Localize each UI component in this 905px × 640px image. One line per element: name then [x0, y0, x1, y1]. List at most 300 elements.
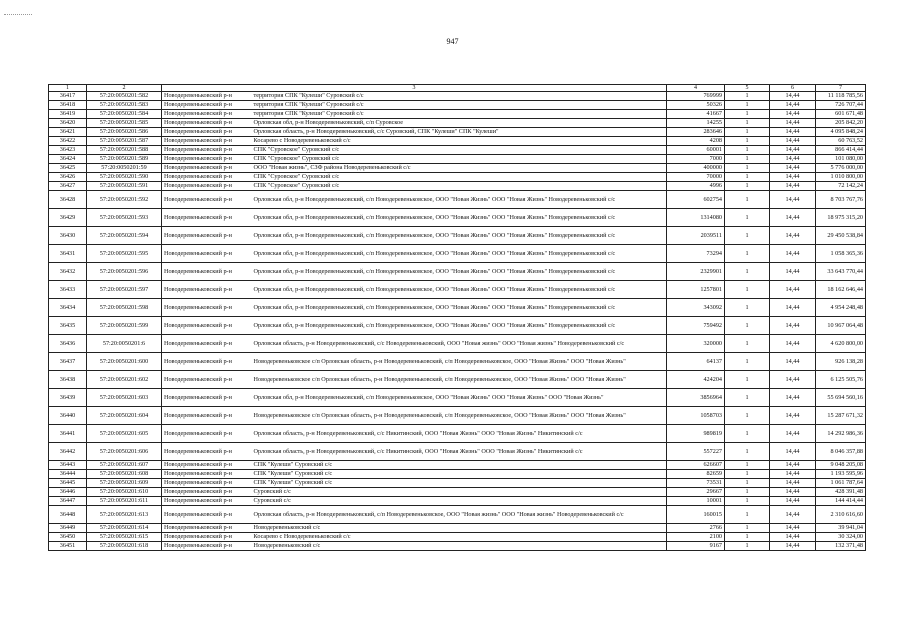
value-cell: 6 125 505,76: [816, 371, 866, 389]
table-row: [49, 92, 866, 101]
coefficient-cell: 1: [725, 533, 770, 542]
value-cell: 9 048 205,08: [816, 461, 866, 470]
value-cell: 10 967 064,48: [816, 317, 866, 335]
table-row: [49, 335, 866, 353]
location-cell: [162, 146, 667, 155]
table-row: [49, 227, 866, 245]
coefficient-cell: 1: [725, 470, 770, 479]
value-cell: 8 046 357,88: [816, 443, 866, 461]
cadastral-number-cell: 57:20:0050201:59: [87, 164, 162, 173]
district-text: Новодеревеньковский р-н: [164, 533, 232, 541]
district-text: Новодеревеньковский р-н: [164, 510, 232, 518]
cadastral-number-cell: 57:20:0050201:588: [87, 146, 162, 155]
area-cell: 626607: [667, 461, 725, 470]
table-body: [49, 92, 866, 551]
row-number-cell: 36418: [49, 101, 87, 110]
coefficient-cell: 1: [725, 299, 770, 317]
area-cell: 400000: [667, 164, 725, 173]
address-text: Орловская область, р-н Новодеревеньковский, с/с Никитинский, ООО "Новая Жизнь" ООО "Новая Жизнь" Никитинский с/с: [253, 429, 583, 437]
address-text: Орловская обл, р-н Новодеревеньковский, с/п Новодеревеньковское, ООО "Новая Жизнь" ООО "Новая Жизнь" Новодеревеньковский с/с: [253, 195, 616, 203]
location-cell: [162, 506, 667, 524]
table-row: [49, 281, 866, 299]
table-row: [49, 245, 866, 263]
cadastral-number-cell: 57:20:0050201:602: [87, 371, 162, 389]
cadastral-number-cell: 57:20:0050201:606: [87, 443, 162, 461]
cadastral-number-cell: 57:20:0050201:608: [87, 470, 162, 479]
table-row: [49, 524, 866, 533]
rate-cell: 14,44: [770, 443, 816, 461]
row-number-cell: 36425: [49, 164, 87, 173]
coefficient-cell: 1: [725, 191, 770, 209]
location-cell: [162, 425, 667, 443]
table-row: [49, 182, 866, 191]
row-number-cell: 36450: [49, 533, 87, 542]
area-cell: 2100: [667, 533, 725, 542]
district-text: Новодеревеньковский р-н: [164, 357, 232, 365]
rate-cell: 14,44: [770, 101, 816, 110]
location-cell: [162, 371, 667, 389]
district-text: Новодеревеньковский р-н: [164, 321, 232, 329]
coefficient-cell: 1: [725, 542, 770, 551]
row-number-cell: 36420: [49, 119, 87, 128]
coefficient-cell: 1: [725, 506, 770, 524]
cadastral-number-cell: 57:20:0050201:586: [87, 128, 162, 137]
location-cell: [162, 155, 667, 164]
row-number-cell: 36440: [49, 407, 87, 425]
table-row: [49, 533, 866, 542]
coefficient-cell: 1: [725, 137, 770, 146]
value-cell: 8 703 767,76: [816, 191, 866, 209]
table-row: [49, 119, 866, 128]
area-cell: 70000: [667, 173, 725, 182]
district-text: Новодеревеньковский р-н: [164, 303, 232, 311]
cadastral-number-cell: 57:20:0050201:614: [87, 524, 162, 533]
value-cell: 926 138,28: [816, 353, 866, 371]
location-cell: [162, 389, 667, 407]
rate-cell: 14,44: [770, 173, 816, 182]
header-cell-4: 4: [667, 85, 725, 92]
table-row: [49, 506, 866, 524]
value-cell: 1 010 800,00: [816, 173, 866, 182]
area-cell: 14255: [667, 119, 725, 128]
value-cell: 30 324,00: [816, 533, 866, 542]
row-number-cell: 36439: [49, 389, 87, 407]
table-row: [49, 470, 866, 479]
rate-cell: 14,44: [770, 533, 816, 542]
area-cell: 50326: [667, 101, 725, 110]
row-number-cell: 36444: [49, 470, 87, 479]
location-cell: [162, 110, 667, 119]
cadastral-number-cell: 57:20:0050201:587: [87, 137, 162, 146]
location-cell: [162, 533, 667, 542]
district-text: Новодеревеньковский р-н: [164, 137, 232, 145]
coefficient-cell: 1: [725, 155, 770, 164]
row-number-cell: 36443: [49, 461, 87, 470]
location-cell: [162, 137, 667, 146]
area-cell: 160015: [667, 506, 725, 524]
cadastral-number-cell: 57:20:0050201:610: [87, 488, 162, 497]
rate-cell: 14,44: [770, 110, 816, 119]
area-cell: 4208: [667, 137, 725, 146]
address-text: СПК "Суровское" Суровский с/с: [253, 182, 340, 190]
location-cell: [162, 281, 667, 299]
table-row: [49, 137, 866, 146]
district-text: Новодеревеньковский р-н: [164, 92, 232, 100]
area-cell: 9167: [667, 542, 725, 551]
cadastral-number-cell: 57:20:0050201:583: [87, 101, 162, 110]
district-text: Новодеревеньковский р-н: [164, 461, 232, 469]
row-number-cell: 36424: [49, 155, 87, 164]
area-cell: 769999: [667, 92, 725, 101]
value-cell: 33 643 770,44: [816, 263, 866, 281]
cadastral-number-cell: 57:20:0050201:607: [87, 461, 162, 470]
row-number-cell: 36430: [49, 227, 87, 245]
value-cell: 5 776 000,00: [816, 164, 866, 173]
coefficient-cell: 1: [725, 479, 770, 488]
table-row: [49, 497, 866, 506]
cadastral-number-cell: 57:20:0050201:605: [87, 425, 162, 443]
table-row: [49, 128, 866, 137]
value-cell: 1 193 595,96: [816, 470, 866, 479]
district-text: Новодеревеньковский р-н: [164, 249, 232, 257]
value-cell: 101 080,00: [816, 155, 866, 164]
coefficient-cell: 1: [725, 119, 770, 128]
row-number-cell: 36422: [49, 137, 87, 146]
row-number-cell: 36428: [49, 191, 87, 209]
cadastral-number-cell: 57:20:0050201:593: [87, 209, 162, 227]
cadastral-number-cell: 57:20:0050201:613: [87, 506, 162, 524]
rate-cell: 14,44: [770, 407, 816, 425]
address-text: СПК "Суровское" Суровский с/с: [253, 146, 340, 154]
cadastral-number-cell: 57:20:0050201:585: [87, 119, 162, 128]
cadastral-number-cell: 57:20:0050201:590: [87, 173, 162, 182]
coefficient-cell: 1: [725, 461, 770, 470]
rate-cell: 14,44: [770, 119, 816, 128]
address-text: Новодеревеньковское с/п Орловская область, р-н Новодеревеньковский, с/п Новодеревеньковское, ООО "Новая Жизнь" ООО "Новая Жизнь": [253, 357, 626, 365]
rate-cell: 14,44: [770, 335, 816, 353]
area-cell: 1058703: [667, 407, 725, 425]
rate-cell: 14,44: [770, 227, 816, 245]
table-row: [49, 209, 866, 227]
location-cell: [162, 128, 667, 137]
area-cell: 424204: [667, 371, 725, 389]
location-cell: [162, 182, 667, 191]
location-cell: [162, 488, 667, 497]
value-cell: 29 450 538,84: [816, 227, 866, 245]
area-cell: 41667: [667, 110, 725, 119]
area-cell: 10001: [667, 497, 725, 506]
district-text: Новодеревеньковский р-н: [164, 447, 232, 455]
rate-cell: 14,44: [770, 263, 816, 281]
area-cell: 2039511: [667, 227, 725, 245]
value-cell: 18 975 315,20: [816, 209, 866, 227]
coefficient-cell: 1: [725, 128, 770, 137]
value-cell: 72 142,24: [816, 182, 866, 191]
address-text: Косарево с Новодеревеньковский с/с: [253, 137, 351, 145]
coefficient-cell: 1: [725, 173, 770, 182]
header-cell-6: 6: [770, 85, 816, 92]
coefficient-cell: 1: [725, 443, 770, 461]
district-text: Новодеревеньковский р-н: [164, 173, 232, 181]
location-cell: [162, 461, 667, 470]
value-cell: 11 118 785,56: [816, 92, 866, 101]
area-cell: 82659: [667, 470, 725, 479]
area-cell: 29667: [667, 488, 725, 497]
address-text: Орловская обл, р-н Новодеревеньковский, с/п Новодеревеньковское, ООО "Новая Жизнь" ООО "Новая Жизнь" Новодеревеньковский с/с: [253, 267, 616, 275]
table-row: [49, 263, 866, 281]
value-cell: 2 310 616,60: [816, 506, 866, 524]
rate-cell: 14,44: [770, 137, 816, 146]
row-number-cell: 36448: [49, 506, 87, 524]
header-cell-1: 1: [49, 85, 87, 92]
area-cell: 602754: [667, 191, 725, 209]
cadastral-number-cell: 57:20:0050201:594: [87, 227, 162, 245]
address-text: территория СПК "Кулеши" Суровский с/с: [253, 101, 364, 109]
table-row: [49, 461, 866, 470]
district-text: Новодеревеньковский р-н: [164, 128, 232, 136]
address-text: Орловская обл, р-н Новодеревеньковский, с/п Новодеревеньковское, ООО "Новая Жизнь" ООО "Новая Жизнь" Новодеревеньковский с/с: [253, 321, 616, 329]
table-row: [49, 407, 866, 425]
table-row: [49, 191, 866, 209]
cadastral-number-cell: 57:20:0050201:584: [87, 110, 162, 119]
location-cell: [162, 299, 667, 317]
district-text: Новодеревеньковский р-н: [164, 164, 232, 172]
rate-cell: 14,44: [770, 389, 816, 407]
address-text: Орловская обл, р-н Новодеревеньковский, с/п Новодеревеньковское, ООО "Новая Жизнь" ООО "Новая Жизнь" ООО "Новая Жизнь": [253, 393, 604, 401]
value-cell: 144 414,44: [816, 497, 866, 506]
row-number-cell: 36447: [49, 497, 87, 506]
address-text: Новодеревеньковское с/п Орловская область, р-н Новодеревеньковский, с/п Новодеревеньковское, ООО "Новая Жизнь" ООО "Новая Жизнь": [253, 375, 626, 383]
location-cell: [162, 542, 667, 551]
location-cell: [162, 119, 667, 128]
rate-cell: 14,44: [770, 524, 816, 533]
value-cell: 1 058 365,36: [816, 245, 866, 263]
district-text: Новодеревеньковский р-н: [164, 231, 232, 239]
rate-cell: 14,44: [770, 146, 816, 155]
district-text: Новодеревеньковский р-н: [164, 267, 232, 275]
coefficient-cell: 1: [725, 209, 770, 227]
rate-cell: 14,44: [770, 191, 816, 209]
area-cell: 1257801: [667, 281, 725, 299]
table-row: [49, 299, 866, 317]
address-text: Орловская обл, р-н Новодеревеньковский, с/п Новодеревеньковское, ООО "Новая Жизнь" ООО "Новая Жизнь" Новодеревеньковский с/с: [253, 231, 616, 239]
address-text: СПК "Кулеши" Суровский с/с: [253, 470, 333, 478]
area-cell: 283646: [667, 128, 725, 137]
location-cell: [162, 443, 667, 461]
row-number-cell: 36449: [49, 524, 87, 533]
page-number: 947: [446, 37, 459, 46]
district-text: Новодеревеньковский р-н: [164, 110, 232, 118]
district-text: Новодеревеньковский р-н: [164, 411, 232, 419]
cadastral-number-cell: 57:20:0050201:597: [87, 281, 162, 299]
area-cell: 73531: [667, 479, 725, 488]
table-row: [49, 353, 866, 371]
value-cell: 866 414,44: [816, 146, 866, 155]
rate-cell: 14,44: [770, 299, 816, 317]
district-text: Новодеревеньковский р-н: [164, 542, 232, 550]
district-text: Новодеревеньковский р-н: [164, 182, 232, 190]
coefficient-cell: 1: [725, 371, 770, 389]
address-text: СПК "Кулеши" Суровский с/с: [253, 461, 333, 469]
row-number-cell: 36417: [49, 92, 87, 101]
district-text: Новодеревеньковский р-н: [164, 339, 232, 347]
coefficient-cell: 1: [725, 353, 770, 371]
value-cell: 55 694 560,16: [816, 389, 866, 407]
table-row: [49, 164, 866, 173]
coefficient-cell: 1: [725, 335, 770, 353]
area-cell: 73294: [667, 245, 725, 263]
address-text: Орловская обл, р-н Новодеревеньковский, с/п Новодеревеньковское, ООО "Новая Жизнь" ООО "Новая Жизнь" Новодеревеньковский с/с: [253, 285, 616, 293]
address-text: территория СПК "Кулеши" Суровский с/с: [253, 92, 364, 100]
cadastral-number-cell: 57:20:0050201:598: [87, 299, 162, 317]
row-number-cell: 36433: [49, 281, 87, 299]
rate-cell: 14,44: [770, 497, 816, 506]
cadastral-number-cell: 57:20:0050201:596: [87, 263, 162, 281]
coefficient-cell: 1: [725, 281, 770, 299]
table-row: [49, 542, 866, 551]
value-cell: 18 162 646,44: [816, 281, 866, 299]
table-row: [49, 155, 866, 164]
table-row: [49, 371, 866, 389]
rate-cell: 14,44: [770, 164, 816, 173]
rate-cell: 14,44: [770, 353, 816, 371]
district-text: Новодеревеньковский р-н: [164, 429, 232, 437]
row-number-cell: 36451: [49, 542, 87, 551]
rate-cell: 14,44: [770, 488, 816, 497]
address-text: Орловская обл, р-н Новодеревеньковский, с/п Суровское: [253, 119, 403, 127]
location-cell: [162, 245, 667, 263]
rate-cell: 14,44: [770, 92, 816, 101]
cadastral-number-cell: 57:20:0050201:589: [87, 155, 162, 164]
district-text: Новодеревеньковский р-н: [164, 524, 232, 532]
row-number-cell: 36436: [49, 335, 87, 353]
location-cell: [162, 92, 667, 101]
district-text: Новодеревеньковский р-н: [164, 470, 232, 478]
row-number-cell: 36431: [49, 245, 87, 263]
location-cell: [162, 407, 667, 425]
cadastral-number-cell: 57:20:0050201:609: [87, 479, 162, 488]
coefficient-cell: 1: [725, 146, 770, 155]
row-number-cell: 36437: [49, 353, 87, 371]
value-cell: 4 095 848,24: [816, 128, 866, 137]
location-cell: [162, 101, 667, 110]
area-cell: 3856964: [667, 389, 725, 407]
rate-cell: 14,44: [770, 542, 816, 551]
address-text: Суровский с/с: [253, 488, 291, 496]
rate-cell: 14,44: [770, 470, 816, 479]
address-text: Орловская обл, р-н Новодеревеньковский, с/п Новодеревеньковское, ООО "Новая Жизнь" ООО "Новая Жизнь" Новодеревеньковский с/с: [253, 249, 616, 257]
rate-cell: 14,44: [770, 209, 816, 227]
area-cell: 343092: [667, 299, 725, 317]
location-cell: [162, 263, 667, 281]
district-text: Новодеревеньковский р-н: [164, 497, 232, 505]
location-cell: [162, 353, 667, 371]
address-text: Суровский с/с: [253, 497, 291, 505]
district-text: Новодеревеньковский р-н: [164, 146, 232, 154]
coefficient-cell: 1: [725, 101, 770, 110]
value-cell: 428 391,48: [816, 488, 866, 497]
district-text: Новодеревеньковский р-н: [164, 119, 232, 127]
area-cell: 557227: [667, 443, 725, 461]
header-cell-2: 2: [87, 85, 162, 92]
coefficient-cell: 1: [725, 92, 770, 101]
rate-cell: 14,44: [770, 317, 816, 335]
area-cell: 7000: [667, 155, 725, 164]
value-cell: 60 763,52: [816, 137, 866, 146]
row-number-cell: 36445: [49, 479, 87, 488]
cadastral-number-cell: 57:20:0050201:582: [87, 92, 162, 101]
area-cell: 2766: [667, 524, 725, 533]
address-text: Орловская область, р-н Новодеревеньковский, с/с Суровский, СПК "Кулеши" СПК "Кулеши": [253, 128, 499, 136]
rate-cell: 14,44: [770, 245, 816, 263]
location-cell: [162, 173, 667, 182]
district-text: Новодеревеньковский р-н: [164, 101, 232, 109]
table-row: [49, 101, 866, 110]
district-text: Новодеревеньковский р-н: [164, 479, 232, 487]
value-cell: 601 671,48: [816, 110, 866, 119]
location-cell: [162, 524, 667, 533]
value-cell: 132 371,48: [816, 542, 866, 551]
row-number-cell: 36429: [49, 209, 87, 227]
coefficient-cell: 1: [725, 407, 770, 425]
table-row: [49, 146, 866, 155]
rate-cell: 14,44: [770, 128, 816, 137]
row-number-cell: 36438: [49, 371, 87, 389]
table-row: [49, 425, 866, 443]
cadastral-number-cell: 57:20:0050201:6: [87, 335, 162, 353]
area-cell: 4996: [667, 182, 725, 191]
cadastral-number-cell: 57:20:0050201:592: [87, 191, 162, 209]
value-cell: 15 287 671,32: [816, 407, 866, 425]
value-cell: 4 620 800,00: [816, 335, 866, 353]
location-cell: [162, 227, 667, 245]
address-text: Новодеревеньковское с/п Орловская область, р-н Новодеревеньковский, с/п Новодеревеньковское, ООО "Новая Жизнь" ООО "Новая Жизнь": [253, 411, 626, 419]
coefficient-cell: 1: [725, 227, 770, 245]
row-number-cell: 36432: [49, 263, 87, 281]
value-cell: 14 292 986,36: [816, 425, 866, 443]
row-number-cell: 36421: [49, 128, 87, 137]
table-row: [49, 173, 866, 182]
address-text: Орловская область, р-н Новодеревеньковский, с/с Новодеревеньковский, ООО "Новая жизнь" ООО "Новая жизнь" Новодеревеньковский с/с: [253, 339, 625, 347]
cadastral-number-cell: 57:20:0050201:599: [87, 317, 162, 335]
location-cell: [162, 497, 667, 506]
cadastral-number-cell: 57:20:0050201:611: [87, 497, 162, 506]
cadastral-number-cell: 57:20:0050201:618: [87, 542, 162, 551]
value-cell: 726 707,44: [816, 101, 866, 110]
row-number-cell: 36423: [49, 146, 87, 155]
coefficient-cell: 1: [725, 389, 770, 407]
header-cell-3: 3: [162, 85, 667, 92]
address-text: Косарево с Новодеревеньковский с/с: [253, 533, 351, 541]
cadastral-number-cell: 57:20:0050201:600: [87, 353, 162, 371]
address-text: Орловская обл, р-н Новодеревеньковский, с/п Новодеревеньковское, ООО "Новая Жизнь" ООО "Новая Жизнь" Новодеревеньковский с/с: [253, 303, 616, 311]
area-cell: 989819: [667, 425, 725, 443]
coefficient-cell: 1: [725, 182, 770, 191]
coefficient-cell: 1: [725, 488, 770, 497]
cadastral-number-cell: 57:20:0050201:595: [87, 245, 162, 263]
value-cell: 205 842,20: [816, 119, 866, 128]
row-number-cell: 36426: [49, 173, 87, 182]
address-text: Орловская область, р-н Новодеревеньковский, с/с Никитинский, ООО "Новая Жизнь" ООО "Новая Жизнь" Никитинский с/с: [253, 447, 583, 455]
table-row: [49, 317, 866, 335]
row-number-cell: 36435: [49, 317, 87, 335]
row-number-cell: 36419: [49, 110, 87, 119]
value-cell: 39 941,04: [816, 524, 866, 533]
coefficient-cell: 1: [725, 164, 770, 173]
district-text: Новодеревеньковский р-н: [164, 213, 232, 221]
header-row: [49, 85, 866, 92]
address-text: Новодеревеньковский с/с: [253, 542, 321, 550]
